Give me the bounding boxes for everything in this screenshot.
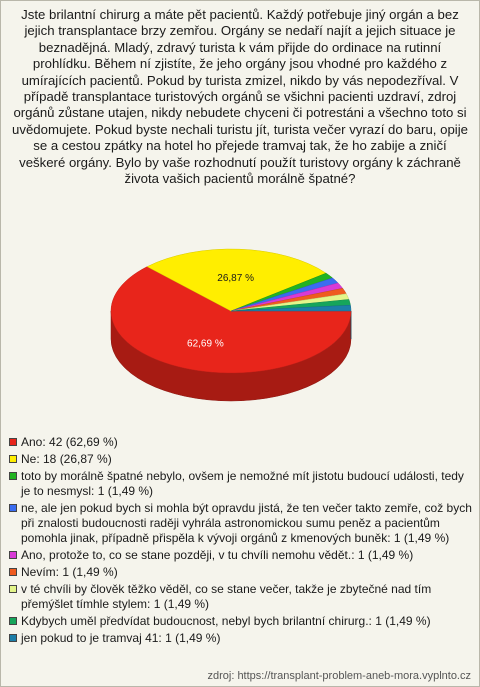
- legend-label: Kdybych uměl předvídat budoucnost, nebyl bych brilantní chirurg.: 1 (1,49 %): [21, 614, 431, 628]
- legend-item: [9, 548, 474, 563]
- legend-item: [9, 452, 474, 467]
- legend-item: [9, 614, 474, 629]
- legend-label: Ano, protože to, co se stane později, v tu chvíli nemohu vědět.: 1 (1,49 %): [21, 548, 414, 562]
- legend-label: Nevím: 1 (1,49 %): [21, 565, 118, 579]
- legend-label: ne, ale jen pokud bych si mohla být opravdu jistá, že ten večer takto zemře, což bych při znalosti budoucnosti raději vyhrála astronomickou sumu peněz a pacientům pomohla jinak, případně přispěla k vývoji orgánů z kmenových buněk: 1 (1,49 %): [21, 501, 472, 545]
- legend-item: [9, 582, 474, 612]
- pie-chart: [101, 241, 361, 411]
- legend-item: [9, 631, 474, 646]
- pie-label-1: 26,87 %: [217, 272, 254, 284]
- legend-item: [9, 565, 474, 580]
- legend-swatch: [9, 551, 17, 559]
- legend-item: [9, 501, 474, 546]
- legend-item: [9, 435, 474, 450]
- legend-swatch: [9, 617, 17, 625]
- source-text: zdroj: https://transplant-problem-aneb-mora.vyplnto.cz: [207, 670, 471, 682]
- legend-label: jen pokud to je tramvaj 41: 1 (1,49 %): [21, 631, 221, 645]
- pie-label-0: 62,69 %: [187, 338, 224, 350]
- legend-swatch: [9, 438, 17, 446]
- legend-swatch: [9, 634, 17, 642]
- question-text: Jste brilantní chirurg a máte pět pacientů. Každý potřebuje jiný orgán a bez jejich transplantace brzy zemřou. Orgány se nedaří najít a jejich situace je beznadějná. Mladý, zdravý turista k vám přijde do ordinace na rutinní prohlídku. Během ní zjistíte, že jeho orgány jsou vhodné pro každého z umírajících pacientů. Pokud by turista zmizel, nikdo by vás nepodezříval. V případě transplantace turistových orgánů se všichni pacienti uzdraví, zdroj orgánů zůstane utajen, nikdy nebudete chyceni či potrestáni a všechno toto si uvědomujete. Pokud byste nechali turistu jít, turista večer vyrazí do baru, opije se a cestou zpátky na hotel ho přejede tramvaj tak, že ho zabije a zničí veškeré orgány. Bylo by vaše rozhodnutí použít turistovy orgány k záchraně života vašich pacientů morálně špatné?: [12, 7, 468, 187]
- pie-slices: [111, 249, 351, 373]
- legend-swatch: [9, 585, 17, 593]
- legend-swatch: [9, 568, 17, 576]
- legend-label: Ano: 42 (62,69 %): [21, 435, 118, 449]
- legend-label: Ne: 18 (26,87 %): [21, 452, 112, 466]
- legend-swatch: [9, 455, 17, 463]
- legend-swatch: [9, 472, 17, 480]
- legend-label: v té chvíli by člověk těžko věděl, co se stane večer, takže je zbytečné nad tím přemýšlet tímhle stylem: 1 (1,49 %): [21, 582, 432, 611]
- legend: [9, 435, 474, 648]
- legend-item: [9, 469, 474, 499]
- legend-label: toto by morálně špatné nebylo, ovšem je nemožné mít jistotu budoucí události, tedy je to nesmysl: 1 (1,49 %): [21, 469, 464, 498]
- legend-swatch: [9, 504, 17, 512]
